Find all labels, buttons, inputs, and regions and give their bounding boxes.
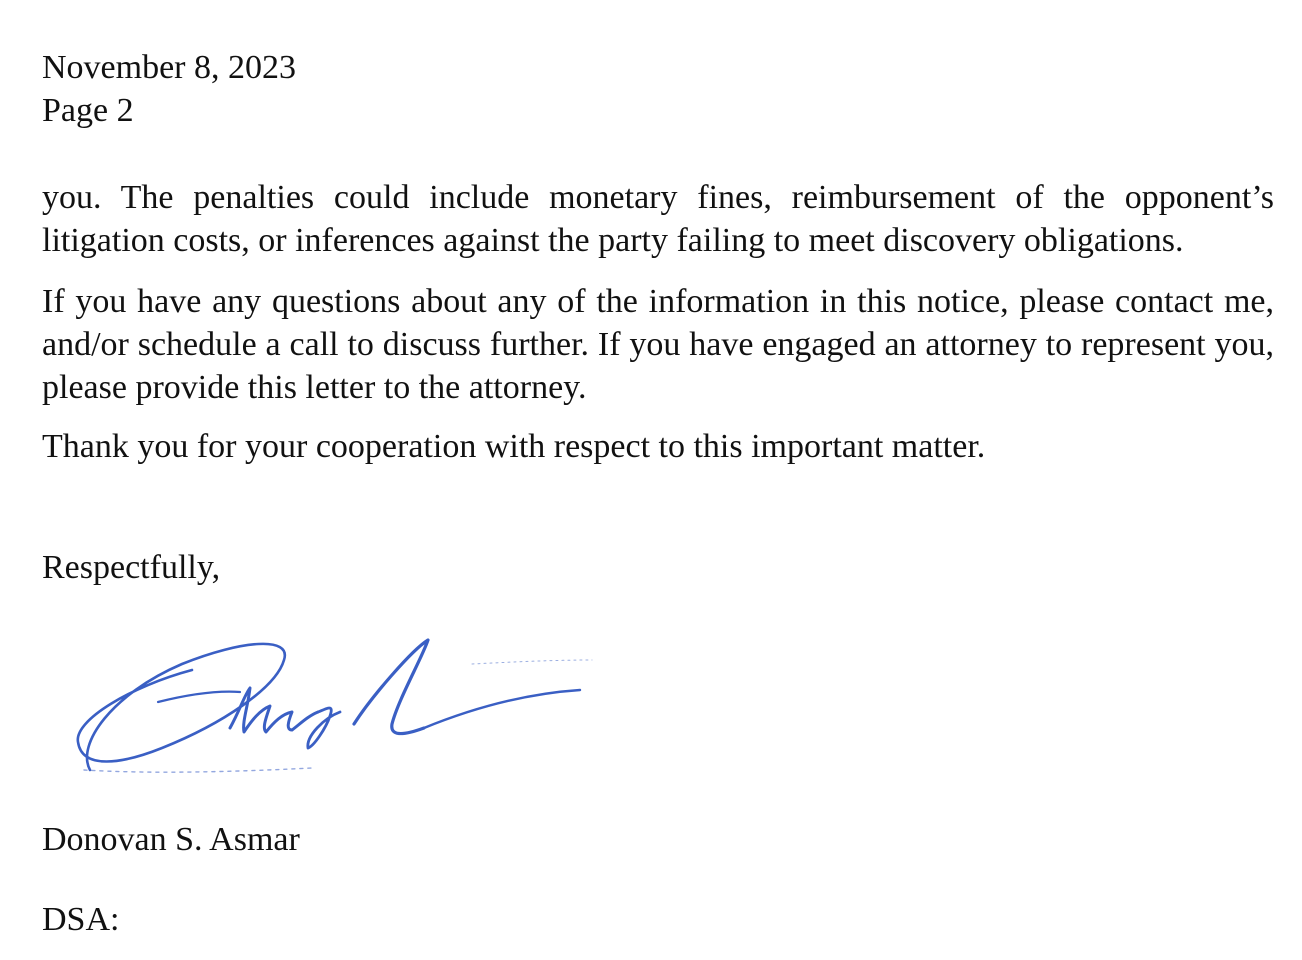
body-paragraph-continuation: you. The penalties could include monetary fines, reimbursement of the opponent’s litigation costs, or inferences against the party failing to meet discovery obligations.	[42, 179, 1274, 259]
body-paragraph-questions: If you have any questions about any of the information in this notice, please contact me, and/or schedule a call to discuss further. If you have engaged an attorney to represent you, please provide this letter to the attorney.	[42, 283, 1274, 406]
closing-salutation: Respectfully,	[42, 549, 221, 586]
letter-date: November 8, 2023	[42, 49, 297, 86]
handwritten-signature-icon	[72, 624, 602, 774]
reference-initials: DSA:	[42, 901, 120, 938]
body-paragraph-thanks: Thank you for your cooperation with respect to this important matter.	[42, 428, 986, 465]
letter-page	[42, 46, 1274, 589]
page-number: Page 2	[42, 92, 134, 129]
signer-name: Donovan S. Asmar	[42, 821, 300, 858]
